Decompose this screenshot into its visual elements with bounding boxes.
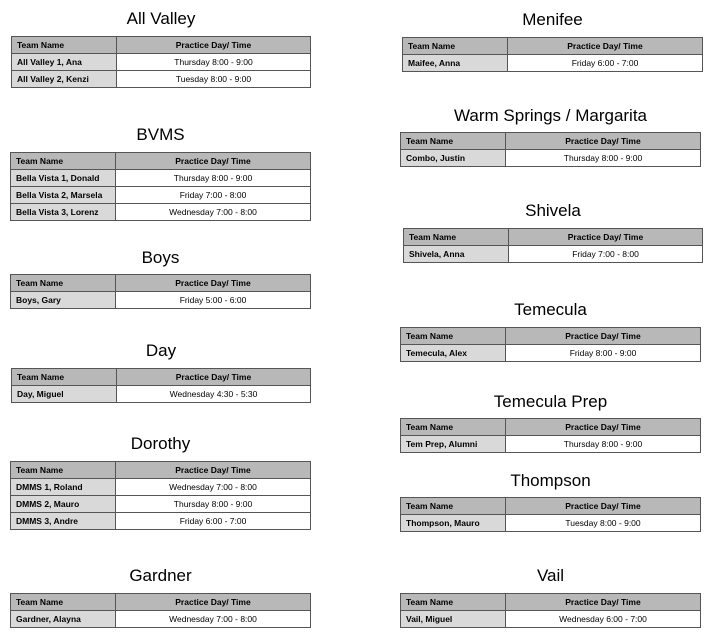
- schedule-table: [400, 418, 701, 453]
- schedule-table: [400, 497, 701, 532]
- practice-time-cell: Friday 7:00 - 8:00: [509, 246, 703, 263]
- col-header-team: Team Name: [11, 153, 116, 170]
- section-title: Temecula Prep: [493, 392, 608, 411]
- schedule-table: [402, 37, 703, 72]
- col-header-time: Practice Day/ Time: [509, 229, 703, 246]
- schedule-table: [10, 461, 311, 530]
- section-title: BVMS: [136, 125, 185, 144]
- col-header-time: Practice Day/ Time: [116, 462, 311, 479]
- practice-time-cell: Wednesday 7:00 - 8:00: [116, 479, 311, 496]
- schedule-table: [400, 132, 701, 167]
- table-row: [11, 611, 311, 628]
- col-header-time: Practice Day/ Time: [116, 153, 311, 170]
- section-title: Warm Springs / Margarita: [453, 106, 648, 125]
- col-header-team: Team Name: [12, 369, 117, 386]
- team-name-cell: Tem Prep, Alumni: [401, 436, 506, 453]
- schedule-table: [10, 152, 311, 221]
- practice-time-cell: Wednesday 4:30 - 5:30: [117, 386, 311, 403]
- section-title: Day: [145, 341, 177, 360]
- table-header-row: [11, 153, 311, 170]
- table-row: [401, 345, 701, 362]
- practice-time-cell: Friday 6:00 - 7:00: [508, 55, 703, 72]
- table-header-row: [401, 498, 701, 515]
- col-header-time: Practice Day/ Time: [506, 133, 701, 150]
- practice-time-cell: Thursday 8:00 - 9:00: [117, 54, 311, 71]
- schedule-table: [11, 36, 311, 88]
- col-header-time: Practice Day/ Time: [506, 594, 701, 611]
- practice-time-cell: Wednesday 6:00 - 7:00: [506, 611, 701, 628]
- table-header-row: [12, 37, 311, 54]
- section-title: Shivela: [525, 201, 581, 220]
- col-header-time: Practice Day/ Time: [508, 38, 703, 55]
- col-header-time: Practice Day/ Time: [117, 369, 311, 386]
- team-name-cell: DMMS 2, Mauro: [11, 496, 116, 513]
- table-row: [11, 187, 311, 204]
- schedule-table: [11, 368, 311, 403]
- table-row: [12, 54, 311, 71]
- section-title: Menifee: [522, 10, 583, 29]
- practice-time-cell: Wednesday 7:00 - 8:00: [116, 611, 311, 628]
- team-name-cell: Boys, Gary: [11, 292, 116, 309]
- table-header-row: [401, 133, 701, 150]
- team-name-cell: All Valley 2, Kenzi: [12, 71, 117, 88]
- team-name-cell: Bella Vista 3, Lorenz: [11, 204, 116, 221]
- col-header-team: Team Name: [404, 229, 509, 246]
- table-header-row: [401, 419, 701, 436]
- col-header-time: Practice Day/ Time: [506, 419, 701, 436]
- table-row: [401, 436, 701, 453]
- table-header-row: [404, 229, 703, 246]
- team-name-cell: DMMS 1, Roland: [11, 479, 116, 496]
- table-row: [11, 496, 311, 513]
- section-title: Gardner: [129, 566, 192, 585]
- table-row: [401, 150, 701, 167]
- col-header-time: Practice Day/ Time: [506, 498, 701, 515]
- practice-time-cell: Thursday 8:00 - 9:00: [116, 170, 311, 187]
- table-row: [11, 513, 311, 530]
- col-header-time: Practice Day/ Time: [116, 594, 311, 611]
- team-name-cell: Day, Miguel: [12, 386, 117, 403]
- table-row: [11, 204, 311, 221]
- col-header-team: Team Name: [401, 419, 506, 436]
- team-name-cell: Temecula, Alex: [401, 345, 506, 362]
- table-row: [401, 611, 701, 628]
- table-row: [12, 71, 311, 88]
- practice-time-cell: Tuesday 8:00 - 9:00: [117, 71, 311, 88]
- table-row: [401, 515, 701, 532]
- team-name-cell: All Valley 1, Ana: [12, 54, 117, 71]
- col-header-team: Team Name: [11, 462, 116, 479]
- team-name-cell: Bella Vista 2, Marsela: [11, 187, 116, 204]
- table-header-row: [401, 594, 701, 611]
- practice-time-cell: Thursday 8:00 - 9:00: [506, 150, 701, 167]
- table-row: [11, 292, 311, 309]
- practice-time-cell: Friday 5:00 - 6:00: [116, 292, 311, 309]
- team-name-cell: Maifee, Anna: [403, 55, 508, 72]
- practice-time-cell: Tuesday 8:00 - 9:00: [506, 515, 701, 532]
- practice-time-cell: Friday 6:00 - 7:00: [116, 513, 311, 530]
- table-row: [403, 55, 703, 72]
- col-header-team: Team Name: [11, 594, 116, 611]
- col-header-team: Team Name: [403, 38, 508, 55]
- table-row: [12, 386, 311, 403]
- practice-time-cell: Friday 8:00 - 9:00: [506, 345, 701, 362]
- schedule-table: [400, 327, 701, 362]
- practice-time-cell: Thursday 8:00 - 9:00: [506, 436, 701, 453]
- team-name-cell: Shivela, Anna: [404, 246, 509, 263]
- section-title: Temecula: [514, 300, 587, 319]
- team-name-cell: Gardner, Alayna: [11, 611, 116, 628]
- section-title: Vail: [536, 566, 565, 585]
- col-header-team: Team Name: [401, 594, 506, 611]
- table-header-row: [11, 275, 311, 292]
- team-name-cell: Bella Vista 1, Donald: [11, 170, 116, 187]
- schedule-table: [10, 593, 311, 628]
- table-header-row: [401, 328, 701, 345]
- col-header-time: Practice Day/ Time: [506, 328, 701, 345]
- section-title: Thompson: [510, 471, 591, 490]
- team-name-cell: DMMS 3, Andre: [11, 513, 116, 530]
- col-header-time: Practice Day/ Time: [116, 275, 311, 292]
- col-header-team: Team Name: [12, 37, 117, 54]
- col-header-team: Team Name: [11, 275, 116, 292]
- section-title: Dorothy: [130, 434, 191, 453]
- practice-time-cell: Thursday 8:00 - 9:00: [116, 496, 311, 513]
- col-header-team: Team Name: [401, 133, 506, 150]
- section-title: All Valley: [126, 9, 196, 28]
- col-header-time: Practice Day/ Time: [117, 37, 311, 54]
- schedule-table: [403, 228, 703, 263]
- table-row: [404, 246, 703, 263]
- table-header-row: [11, 594, 311, 611]
- table-header-row: [11, 462, 311, 479]
- schedule-table: [400, 593, 701, 628]
- table-row: [11, 170, 311, 187]
- table-header-row: [403, 38, 703, 55]
- team-name-cell: Thompson, Mauro: [401, 515, 506, 532]
- team-name-cell: Combo, Justin: [401, 150, 506, 167]
- section-title: Boys: [141, 248, 180, 267]
- schedule-table: [10, 274, 311, 309]
- practice-time-cell: Wednesday 7:00 - 8:00: [116, 204, 311, 221]
- col-header-team: Team Name: [401, 498, 506, 515]
- col-header-team: Team Name: [401, 328, 506, 345]
- table-row: [11, 479, 311, 496]
- team-name-cell: Vail, Miguel: [401, 611, 506, 628]
- table-header-row: [12, 369, 311, 386]
- practice-time-cell: Friday 7:00 - 8:00: [116, 187, 311, 204]
